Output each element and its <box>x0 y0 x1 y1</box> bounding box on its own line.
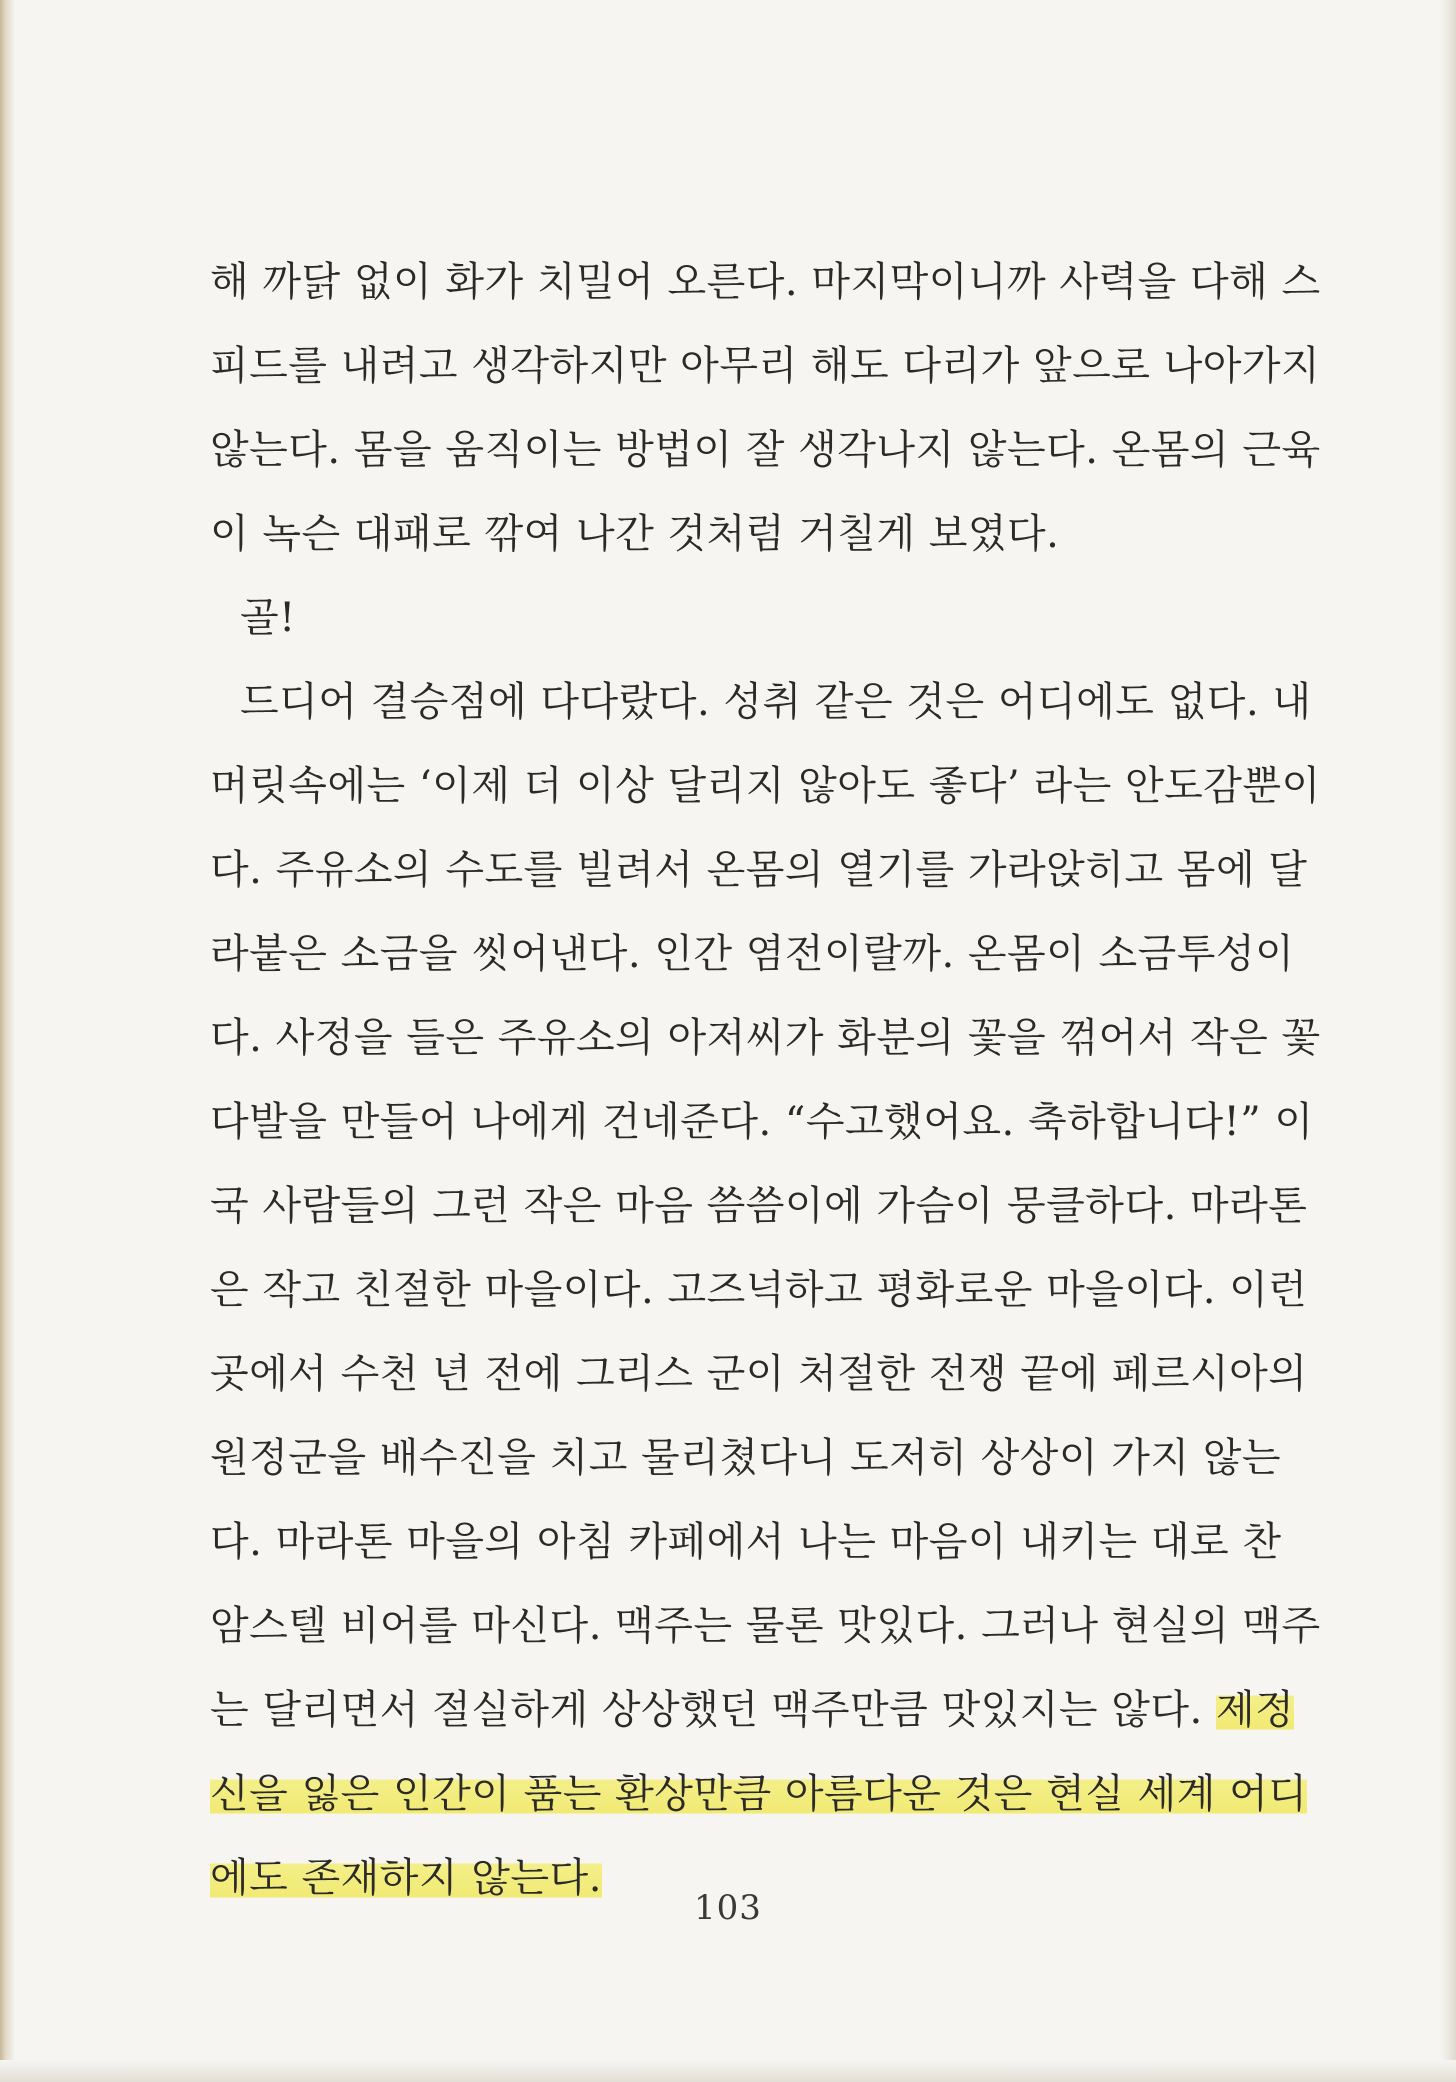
text-line: 은 작고 친절한 마을이다. 고즈넉하고 평화로운 마을이다. 이런 <box>210 1267 1308 1313</box>
text-line: 원정군을 배수진을 치고 물리쳤다니 도저히 상상이 가지 않는 <box>210 1435 1282 1481</box>
text-line: 암스텔 비어를 마신다. 맥주는 물론 맛있다. 그러나 현실의 맥주 <box>210 1603 1321 1649</box>
text-line: 머릿속에는 ‘이제 더 이상 달리지 않아도 좋다’ 라는 안도감뿐이 <box>210 763 1321 809</box>
highlighted-text: 제정 <box>1215 1687 1295 1733</box>
text-line <box>210 1752 1308 1836</box>
text-line: 다. 주유소의 수도를 빌려서 온몸의 열기를 가라앉히고 몸에 달 <box>210 847 1308 893</box>
text-line: 다발을 만들어 나에게 건네준다. “수고했어요. 축하합니다!” 이 <box>210 1099 1314 1145</box>
body-text <box>210 240 1321 1920</box>
text-line: 이 녹슨 대패로 깎여 나간 것처럼 거칠게 보였다. <box>210 511 1060 557</box>
text-line: 피드를 내려고 생각하지만 아무리 해도 다리가 앞으로 나아가지 <box>210 343 1321 389</box>
text-line: 다. 사정을 들은 주유소의 아저씨가 화분의 꽃을 꺾어서 작은 꽃 <box>210 1015 1321 1061</box>
text-line-plain: 는 달리면서 절실하게 상상했던 맥주만큼 맛있지는 않다. <box>210 1687 1203 1733</box>
page-edge-right <box>1440 0 1456 2082</box>
text-line: 라붙은 소금을 씻어낸다. 인간 염전이랄까. 온몸이 소금투성이 <box>210 931 1295 977</box>
page-number: 103 <box>694 1888 762 1928</box>
page-edge-left <box>0 0 14 2082</box>
text-line: 해 까닭 없이 화가 치밀어 오른다. 마지막이니까 사력을 다해 스 <box>210 259 1321 305</box>
text-line: 골! <box>240 595 296 641</box>
text-line: 다. 마라톤 마을의 아침 카페에서 나는 마음이 내키는 대로 찬 <box>210 1519 1282 1565</box>
highlighted-text: 신을 잃은 인간이 품는 환상만큼 아름다운 것은 현실 세계 어디 <box>210 1771 1308 1817</box>
page-edge-bottom <box>0 2060 1456 2082</box>
text-line <box>210 1668 1295 1752</box>
highlighted-text: 에도 존재하지 않는다. <box>210 1855 602 1901</box>
text-line: 국 사람들의 그런 작은 마음 씀씀이에 가슴이 뭉클하다. 마라톤 <box>210 1183 1308 1229</box>
text-line: 드디어 결승점에 다다랐다. 성취 같은 것은 어디에도 없다. 내 <box>240 679 1312 725</box>
text-line: 않는다. 몸을 움직이는 방법이 잘 생각나지 않는다. 온몸의 근육 <box>210 427 1321 473</box>
text-line: 곳에서 수천 년 전에 그리스 군이 처절한 전쟁 끝에 페르시아의 <box>210 1351 1308 1397</box>
